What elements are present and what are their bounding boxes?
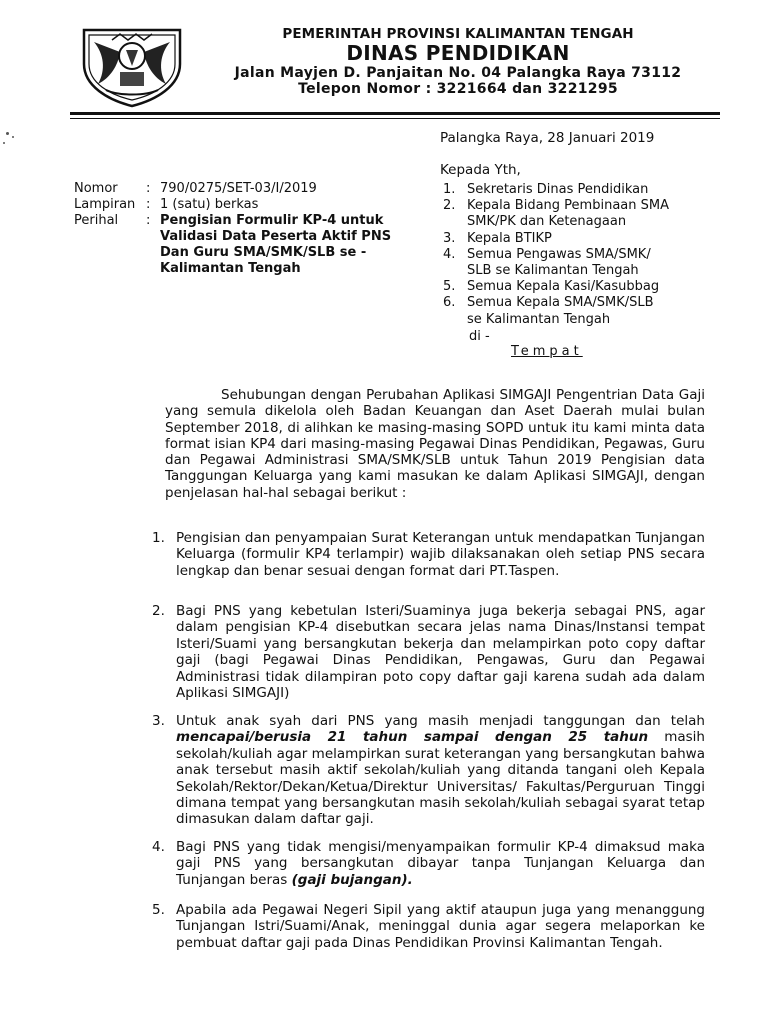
scan-speck: [6, 132, 9, 135]
recipient-item: 1. Sekretaris Dinas Pendidikan: [443, 182, 649, 197]
recipient-item: 6. Semua Kepala SMA/SMK/SLB se Kalimantan Tengah: [443, 295, 654, 327]
tempat-line: Tempat: [511, 344, 583, 359]
letter-date: Palangka Raya, 28 Januari 2019: [440, 130, 655, 146]
recipient-item: 3. Kepala BTIKP: [443, 230, 552, 246]
letterhead: [68, 18, 718, 118]
lampiran-row: Lampiran : 1 (satu) berkas: [74, 197, 410, 213]
scan-speck: [3, 142, 5, 144]
point-item-5: 5. Apabila ada Pegawai Negeri Sipil yang aktif ataupun juga yang menanggung Tunjangan Istri/Suami/Anak, meninggal dunia agar segera melaporkan ke pembuat daftar gaji pada Dinas Pendidikan Provinsi Kalimantan Tengah.: [152, 902, 705, 951]
intro-paragraph: Sehubungan dengan Perubahan Aplikasi SIMGAJI Pengentrian Data Gaji yang semula dikelola oleh Badan Keuangan dan Aset Daerah mulai bulan September 2018, di alihkan ke masing-masing SOPD untuk itu kami minta data format isian KP4 dari masing-masing Pegawai Dinas Pendidikan, Pegawas, Guru dan Pegawai Administrasi SMA/SMK/SLB untuk Tahun 2019 Pengisian data Tanggungan Keluarga yang kami masukan ke dalam Aplikasi SIMGAJI, dengan penjelasan hal-hal sebagai berikut :: [165, 387, 705, 501]
letterhead-rule-thick: [70, 112, 720, 115]
nomor-value: 790/0275/SET-03/I/2019: [160, 181, 317, 196]
agency-address: Jalan Mayjen D. Panjaitan No. 04 Palangka Raya 73112: [234, 65, 682, 81]
agency-phone: Telepon Nomor : 3221664 dan 3221295: [298, 81, 618, 97]
point-item-1: 1. Pengisian dan penyampaian Surat Keterangan untuk mendapatkan Tunjangan Keluarga (formulir KP4 terlampir) wajib dilaksanakan oleh setiap PNS secara lengkap dan benar sesuai dengan format dari PT.Taspen.: [152, 530, 705, 579]
perihal-line: Kalimantan Tengah: [160, 261, 301, 276]
point-item-2: 2. Bagi PNS yang kebetulan Isteri/Suaminya juga bekerja sebagai PNS, agar dalam pengisian KP-4 disebutkan secara jelas nama Dinas/Instansi tempat Isteri/Suami yang bersangkutan bekerja dan melampirkan poto copy daftar gaji (bagi Pegawai Dinas Pendidikan, Pengawas, Guru dan Pegawai Administrasi tidak dilampiran poto copy daftar gaji karena sudah ada dalam Aplikasi SIMGAJI): [152, 603, 705, 702]
lampiran-value: 1 (satu) berkas: [160, 197, 259, 212]
recipient-item: 5. Semua Kepala Kasi/Kasubbag: [443, 279, 660, 295]
recipient-item: 4. Semua Pengawas SMA/SMK/ SLB se Kalimantan Tengah: [443, 246, 651, 279]
salutation: Kepada Yth,: [440, 162, 521, 178]
di-line: di -: [469, 329, 490, 344]
scan-speck: [12, 136, 14, 138]
point-item-4: 4. Bagi PNS yang tidak mengisi/menyampaikan formulir KP-4 dimaksud maka gaji PNS yang bersangkutan dibayar tanpa Tunjangan Keluarga dan Tunjangan beras (gaji bujangan).: [152, 839, 705, 888]
recipient-list: [443, 182, 733, 328]
nomor-label: Nomor: [74, 181, 118, 196]
letter-meta: [74, 181, 410, 277]
perihal-row: Perihal : Pengisian Formulir KP-4 untuk Validasi Data Peserta Aktif PNS Dan Guru SMA/SMK/SLB se - Kalimantan Tengah: [74, 213, 410, 277]
nomor-row: Nomor : 790/0275/SET-03/I/2019: [74, 181, 410, 197]
perihal-line: Dan Guru SMA/SMK/SLB se -: [160, 245, 367, 260]
gaji-bujangan-emphasis: (gaji bujangan).: [291, 871, 413, 888]
letterhead-rule-thin: [70, 118, 720, 119]
lampiran-label: Lampiran: [74, 197, 136, 212]
government-name: PEMERINTAH PROVINSI KALIMANTAN TENGAH: [282, 26, 634, 42]
point-item-3: 3. Untuk anak syah dari PNS yang masih menjadi tanggungan dan telah mencapai/berusia 21 tahun sampai dengan 25 tahun masih sekolah/kuliah agar melampirkan surat keterangan yang bersangkutan bahwa anak tersebut masih aktif sekolah/kuliah yang ditanda tangani oleh Kepala Sekolah/Rektor/Dekan/Ketua/Direktur Universitas/ Fakultas/Perguruan Tinggi dimana tempat yang bersangkutan masih sekolah/kuliah sebagai syarat tetap dimasukan dalam daftar gaji.: [152, 713, 705, 828]
perihal-value: [160, 213, 410, 277]
perihal-line: Validasi Data Peserta Aktif PNS: [160, 229, 392, 244]
provincial-coat-of-arms-logo: [76, 20, 188, 108]
perihal-label: Perihal: [74, 213, 119, 228]
recipient-item: 2. Kepala Bidang Pembinaan SMA SMK/PK dan Ketenagaan: [443, 198, 669, 230]
age-emphasis: mencapai/berusia 21 tahun sampai dengan 25 tahun: [176, 729, 649, 746]
perihal-line: Pengisian Formulir KP-4 untuk: [160, 213, 384, 228]
agency-name: DINAS PENDIDIKAN: [346, 41, 570, 65]
